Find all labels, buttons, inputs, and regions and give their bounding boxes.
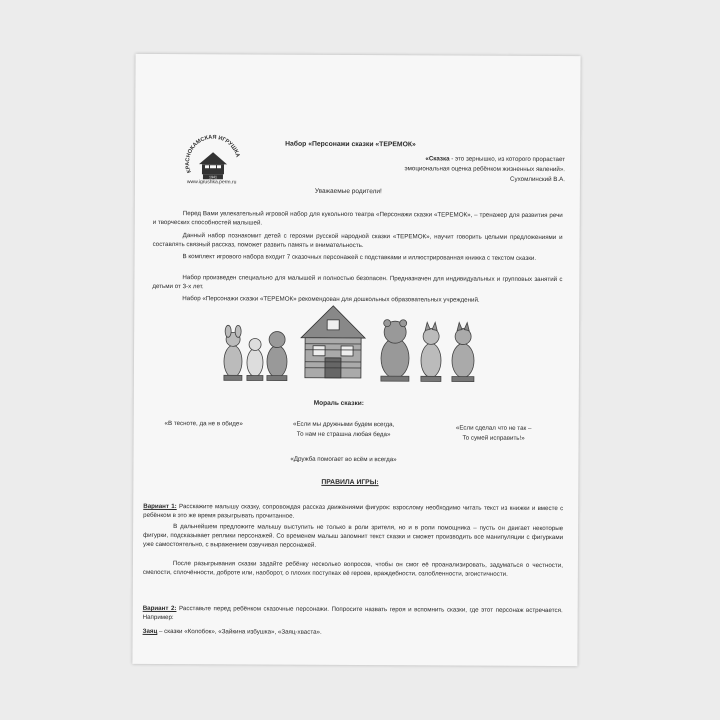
wolf-figure [421,322,441,381]
epigraph [375,154,565,185]
rules-variant-1 [143,502,563,523]
variant-2-label: Вариант 2: [142,604,177,613]
intro-paragraph-1: Перед Вами увлекательный игровой набор для кукольного театра «Персонажи сказки «ТЕРЕМОК», – тренажер для развития речи и творческих способностей малышей. [152,210,563,227]
moral-quote-2-line1: «Если мы дружными будем всегда, [293,420,395,429]
mouse-figure [224,325,242,380]
hare-example [143,627,563,638]
epigraph-keyword: «Сказка [425,155,450,163]
variant-2-text: Расставьте перед ребёнком сказочные персонажи. Попросите назвать героя и вспомнить сказки, где этот персонаж встречается. Например: [142,605,563,622]
hare-label: Заяц [142,627,158,635]
moral-quote-4: «Дружба помогает во всём и всегда» [290,455,397,464]
moral-quote-3-line1: «Если сделал что не так – [455,424,532,432]
frog-figure [247,338,263,380]
characters-illustration [219,299,499,385]
greeting: Уважаемые родители! [314,187,382,196]
logo-url: www.igrushka.perm.ru [186,179,237,186]
hare-text: – сказки «Колобок», «Зайкина избушка», «Заяц-хваста». [157,627,322,636]
variant-1-text: Расскажите малышу сказку, сопровождая рассказ движениями фигурок: взрослому необходимо читать текст из книжки и вместе с ребёнком в это же время разыгрывать прочитанное. [143,503,564,520]
moral-quote-3 [429,423,559,444]
intro-paragraph-5: Набор «Персонажи сказки «ТЕРЕМОК» рекомендован для дошкольных образовательных учреждений. [182,295,480,304]
intro-paragraph-4: Набор произведен специально для малышей и полностью безопасен. Предназначен для индивидуальных и групповых занятий с детьми от 3-х лет. [152,274,563,291]
epigraph-author: Сухомлинский В.А. [510,175,565,184]
moral-quote-3-line2: То сумей исправить!» [462,434,525,442]
moral-quote-1: «В тесноте, да не в обиде» [164,419,243,428]
logo-arc-text: КРАСНОКАМСКАЯ ИГРУШКА [184,134,241,174]
rules-variant-1-p3: После разыгрывания сказки задайте ребёнку несколько вопросов, чтобы он смог её проанализировать, задуматься о честности, смелости, сплочённости, доброте или, наоборот, о плохих поступках её героев, враждебности, озлобленности, эгоистичности. [142,560,563,578]
teremok-house [301,306,365,378]
rules-title: ПРАВИЛА ИГРЫ: [321,478,379,487]
bear-figure [381,320,409,382]
logo-year: 1941 [208,175,217,180]
instruction-sheet [132,54,580,666]
moral-quote-2 [274,420,414,441]
intro-paragraph-2: Данный набор познакомит детей с героями русской народной сказки «ТЕРЕМОК», научит говорить целыми предложениями и составлять связный рассказ, поможет развить память и внимательность. [152,232,563,250]
page-title: Набор «Персонажи сказки «ТЕРЕМОК» [285,140,416,149]
fox-figure [452,323,474,382]
rules-variant-2 [143,604,563,625]
variant-1-label: Вариант 1: [143,502,177,511]
epigraph-line2: эмоциональная оценка ребёнком жизненных явлений». [404,165,566,174]
rules-variant-1-p2: В дальнейшем предложите малышу выступить не только в роли зрителя, но и в роли помощника – пусть он двигает некоторые фигурки, подсказывает реплики персонажей. Со временем малыш запомнит текст сказки и сможет производить все манипуляции с фигурками уже самостоятельно, с выражением озвучивая персонажей. [143,523,564,550]
moral-title: Мораль сказки: [313,399,364,408]
epigraph-line1: - это зернышко, из которого прорастает [449,155,566,164]
moral-quote-2-line2: То нам не страшна любая беда» [296,430,391,439]
intro-paragraph-3: В комплект игрового набора входит 7 сказочных персонажей с подставками и иллюстрированная книжка с текстом сказки. [182,253,537,262]
hare-figure [267,332,287,381]
